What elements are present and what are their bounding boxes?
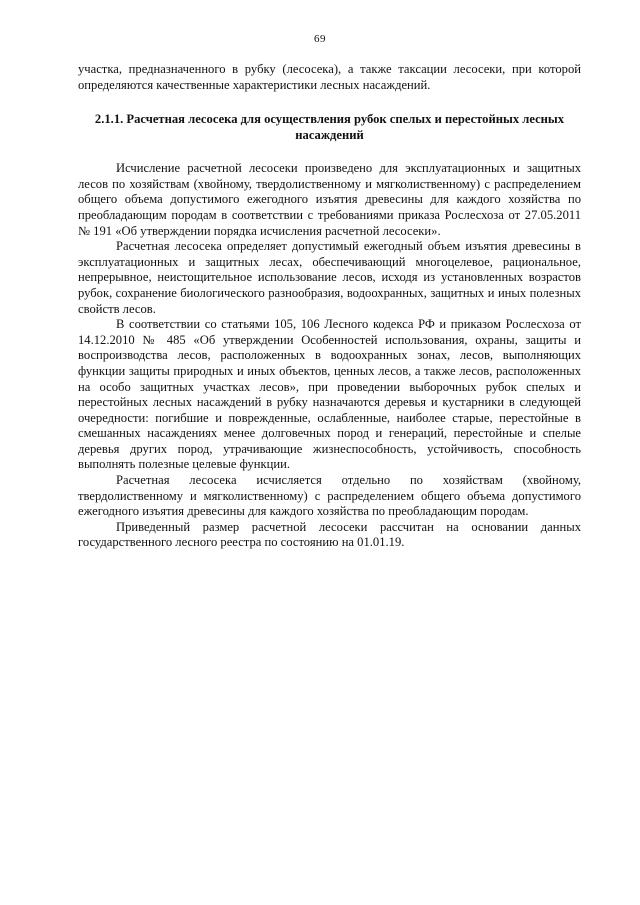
body-paragraph: Приведенный размер расчетной лесосеки рассчитан на основании данных государственного лесного реестра по состоянию на 01.01.19. (78, 519, 581, 550)
intro-paragraph: участка, предназначенного в рубку (лесосека), а также таксации лесосеки, при которой определяются качественные характеристики лесных насаждений. (78, 62, 581, 92)
page-number: 69 (314, 33, 326, 45)
document-body (78, 62, 581, 551)
section-heading: 2.1.1. Расчетная лесосека для осуществления рубок спелых и перестойных лесных насаждений (94, 112, 565, 143)
body-paragraph: Расчетная лесосека исчисляется отдельно по хозяйствам (хвойному, твердолиственному и мягколиственному) с распределением общего объема допустимого ежегодного изъятия древесины для каждого хозяйства по преобладающим породам. (78, 473, 581, 519)
body-paragraph: В соответствии со статьями 105, 106 Лесного кодекса РФ и приказом Рослесхоза от 14.12.2010 № 485 «Об утверждении Особенностей использования, охраны, защиты и воспроизводства лесов, расположенных в водоохранных зонах, лесов, выполняющих функции защиты природных и иных объектов, ценных лесов, а также лесов, расположенных на особо защитных участках лесов», при проведении выборочных рубок спелых и перестойных лесных насаждений в рубку назначаются деревья и кустарники в следующей очередности: погибшие и поврежденные, ослабленные, наиболее старые, перестойные в смешанных насаждениях менее долговечных пород и генераций, перестойные и спелые деревья других пород, утрачивающие жизнеспособность, устойчивость, способность выполнять полезные целевые функции. (78, 317, 581, 472)
body-paragraph: Расчетная лесосека определяет допустимый ежегодный объем изъятия древесины в эксплуатационных и защитных лесах, обеспечивающий многоцелевое, рациональное, непрерывное, неистощительное использование лесов, исходя из установленных возрастов рубок, сохранение биологического разнообразия, водоохранных, защитных и иных полезных свойств лесов. (78, 239, 581, 316)
body-paragraph: Исчисление расчетной лесосеки произведено для эксплуатационных и защитных лесов по хозяйствам (хвойному, твердолиственному и мягколиственному) с распределением общего объема допустимого ежегодного изъятия древесины для каждого хозяйства по преобладающим породам в соответствии с требованиями приказа Рослесхоза от 27.05.2011 № 191 «Об утверждении порядка исчисления расчетной лесосеки». (78, 161, 581, 238)
